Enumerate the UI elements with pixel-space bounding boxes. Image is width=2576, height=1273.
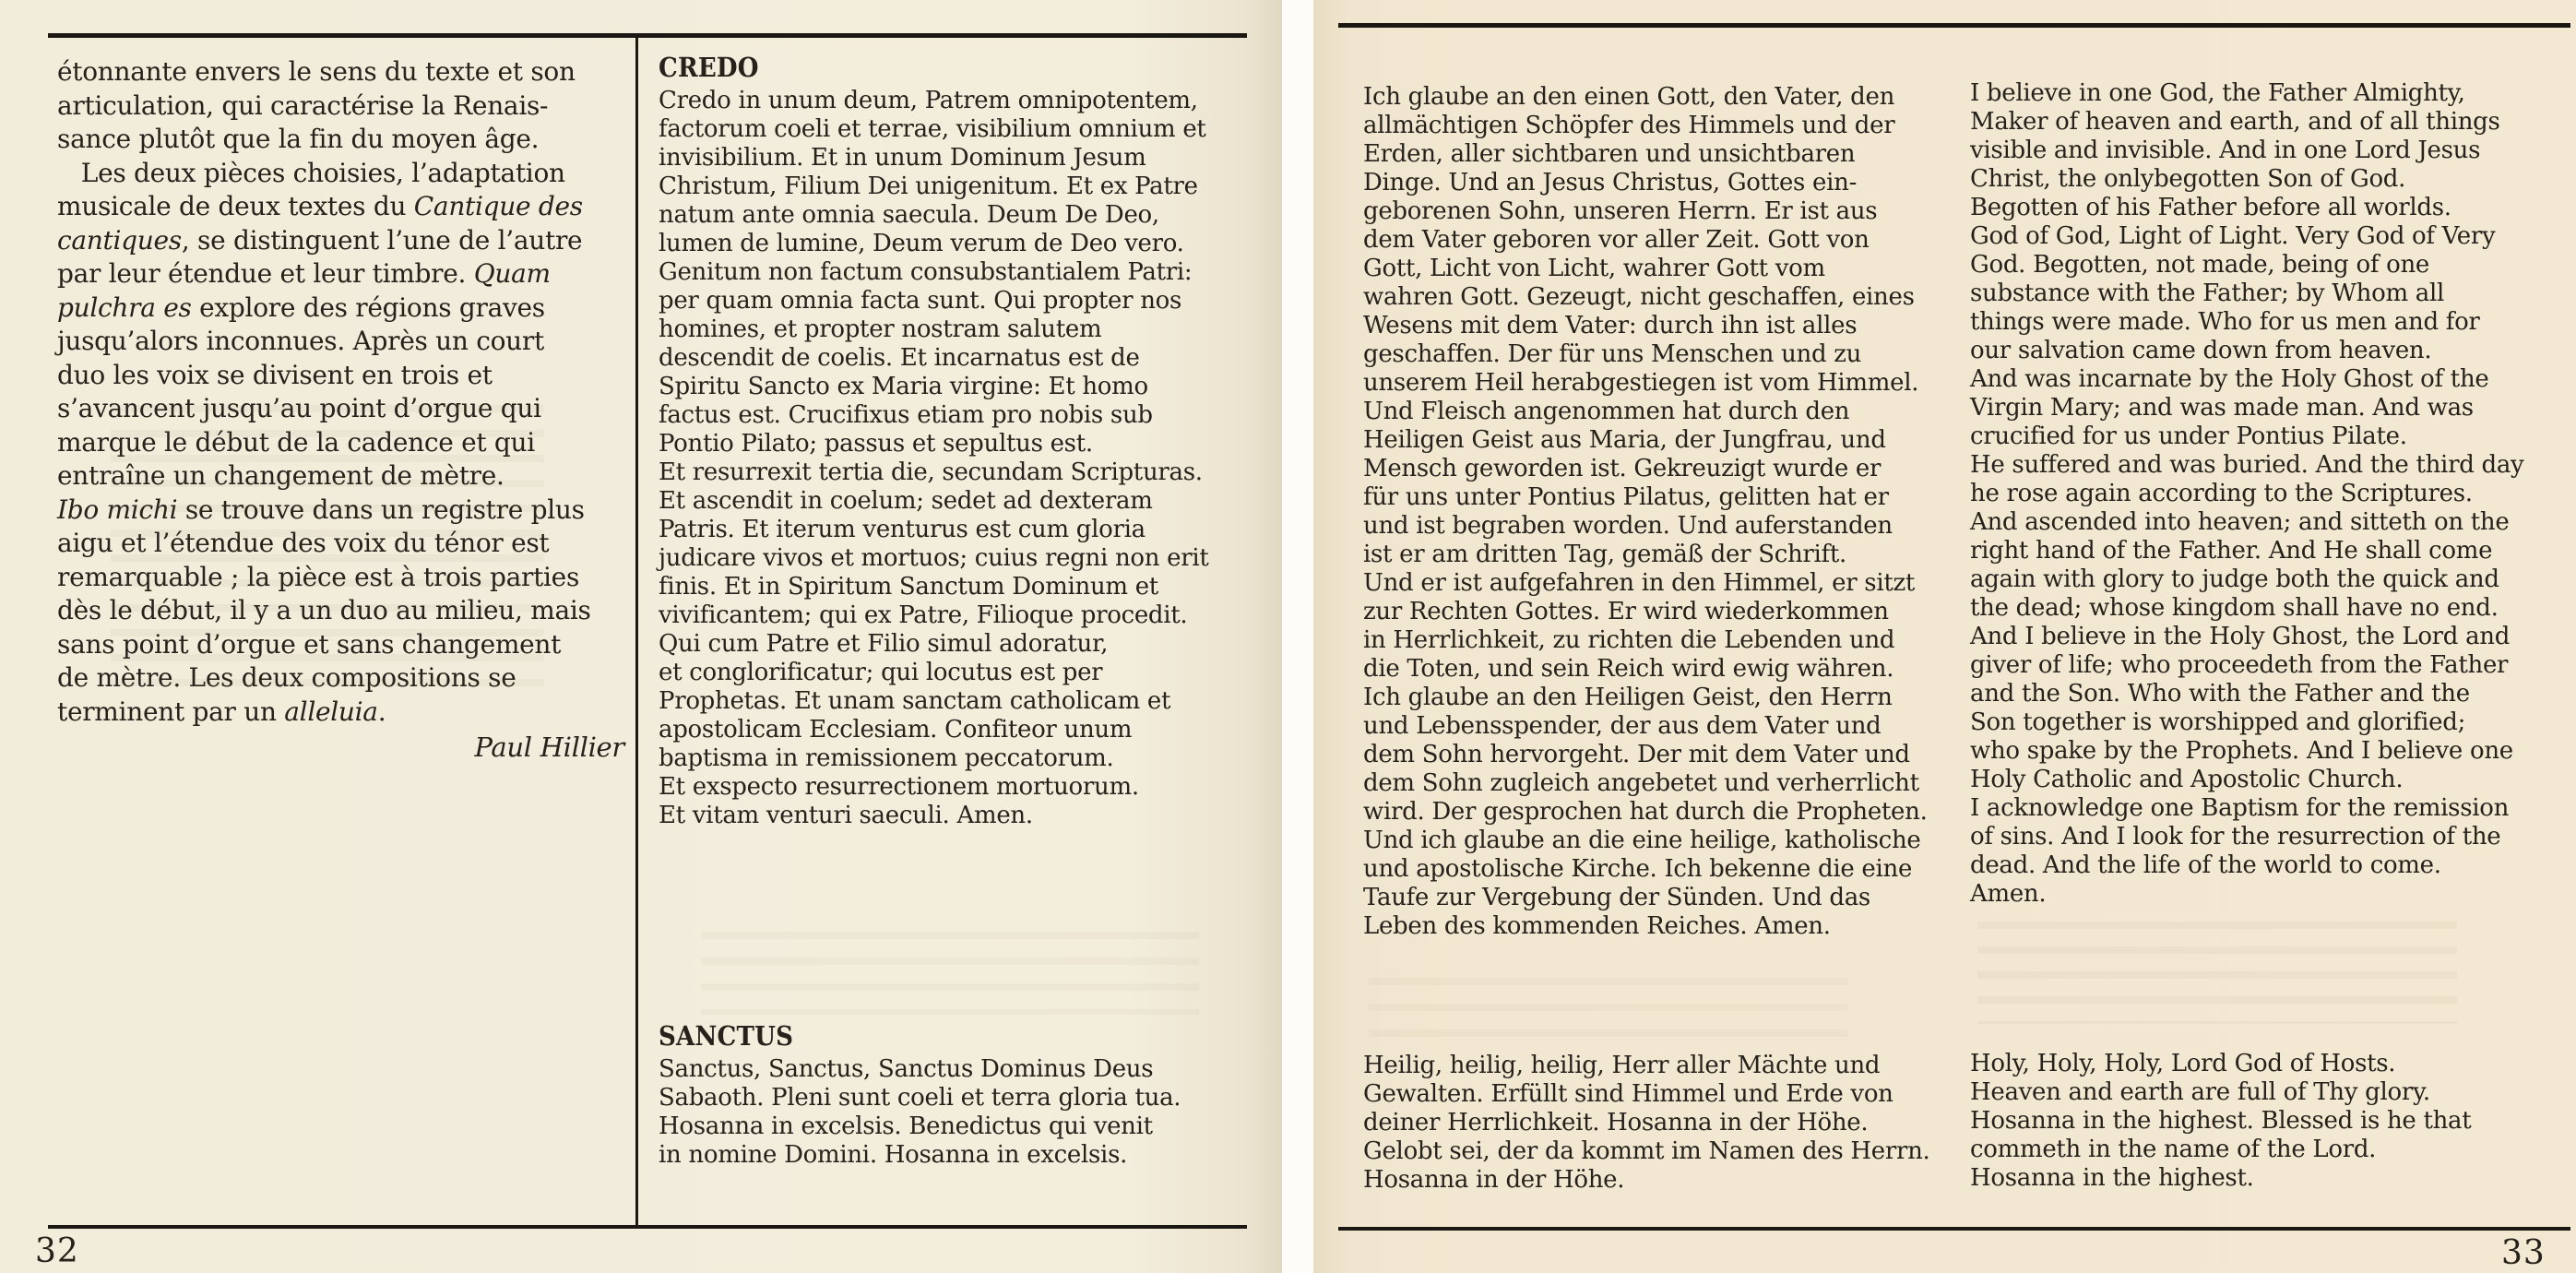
latin-sanctus-section xyxy=(659,1020,1258,1170)
text-line: Les deux pièces choisies, l’adaptation xyxy=(57,157,565,188)
text-line: dem Vater geboren vor aller Zeit. Gott von xyxy=(1363,226,1870,254)
text-line: lumen de lumine, Deum verum de Deo vero. xyxy=(659,230,1184,257)
text-line: pulchra es explore des régions graves xyxy=(57,291,545,323)
text-line: right hand of the Father. And He shall come xyxy=(1970,537,2493,565)
text-line: factus est. Crucifixus etiam pro nobis sub xyxy=(659,401,1153,429)
column-divider-rule xyxy=(635,33,638,1229)
text-line: Gott, Licht von Licht, wahrer Gott vom xyxy=(1363,255,1825,282)
text-line: dem Sohn zugleich angebetet und verherrlicht xyxy=(1363,769,1919,797)
text-line: in Herrlichkeit, zu richten die Lebenden und xyxy=(1363,626,1895,654)
text-line: und ist begraben worden. Und auferstanden xyxy=(1363,512,1893,540)
text-line: Christ, the onlybegotten Son of God. xyxy=(1970,165,2406,193)
german-sanctus-section xyxy=(1363,1052,1967,1195)
text-line: Heaven and earth are full of Thy glory. xyxy=(1970,1078,2430,1106)
text-line: apostolicam Ecclesiam. Confiteor unum xyxy=(659,716,1133,744)
text-line: Et ascendit in coelum; sedet ad dexteram xyxy=(659,487,1153,515)
text-line: Erden, aller sichtbaren und unsichtbaren xyxy=(1363,140,1856,168)
text-line: et conglorificatur; qui locutus est per xyxy=(659,659,1103,686)
text-line: Et vitam venturi saeculi. Amen. xyxy=(659,802,1033,829)
text-line: things were made. Who for us men and for xyxy=(1970,308,2480,336)
text-line: And I believe in the Holy Ghost, the Lord and xyxy=(1970,623,2511,650)
text-line: Maker of heaven and earth, and of all things xyxy=(1970,108,2500,136)
text-line: wahren Gott. Gezeugt, nicht geschaffen, eines xyxy=(1363,283,1915,311)
text-line: Son together is worshipped and glorified; xyxy=(1970,708,2466,736)
text-line: Et exspecto resurrectionem mortuorum. xyxy=(659,773,1139,801)
text-line: Paul Hillier xyxy=(474,732,624,763)
text-line: per quam omnia facta sunt. Qui propter nos xyxy=(659,287,1182,315)
text-line: wird. Der gesprochen hat durch die Propheten. xyxy=(1363,798,1928,826)
text-line: who spake by the Prophets. And I believe one xyxy=(1970,737,2513,765)
text-line: natum ante omnia saecula. Deum De Deo, xyxy=(659,201,1159,229)
text-line: dem Sohn hervorgeht. Der mit dem Vater und xyxy=(1363,741,1910,768)
text-line: und Lebensspender, der aus dem Vater und xyxy=(1363,712,1882,740)
text-line: and the Son. Who with the Father and the xyxy=(1970,680,2470,708)
text-line: Und er ist aufgefahren in den Himmel, er sitzt xyxy=(1363,569,1916,597)
text-line: geborenen Sohn, unseren Herrn. Er ist aus xyxy=(1363,197,1878,225)
text-line: Amen. xyxy=(1970,880,2047,908)
show-through-texture xyxy=(1369,959,1848,1042)
text-line: Hosanna in the highest. xyxy=(1970,1164,2254,1192)
top-rule-left-page xyxy=(48,33,1247,38)
text-line: Prophetas. Et unam sanctam catholicam et xyxy=(659,687,1171,715)
text-line: Heiligen Geist aus Maria, der Jungfrau, und xyxy=(1363,426,1886,454)
text-line: commeth in the name of the Lord. xyxy=(1970,1136,2377,1163)
text-line: baptisma in remissionem peccatorum. xyxy=(659,744,1114,772)
text-line: again with glory to judge both the quick and xyxy=(1970,565,2499,593)
text-line: of sins. And I look for the resurrection of the xyxy=(1970,823,2501,851)
text-line: aigu et l’étendue des voix du ténor est xyxy=(57,528,550,558)
text-line: s’avancent jusqu’au point d’orgue qui xyxy=(57,393,541,423)
text-line: musicale de deux textes du Cantique des xyxy=(57,191,583,221)
french-essay-column xyxy=(57,55,629,729)
english-credo-section xyxy=(1970,79,2570,909)
text-line: Holy Catholic and Apostolic Church. xyxy=(1970,766,2404,793)
text-line: geschaffen. Der für uns Menschen und zu xyxy=(1363,340,1862,368)
text-line: I believe in one God, the Father Almighty, xyxy=(1970,79,2465,107)
text-line: Ich glaube an den Heiligen Geist, den Herrn xyxy=(1363,684,1893,711)
text-line: par leur étendue et leur timbre. Quam xyxy=(57,258,551,289)
text-line: finis. Et in Spiritum Sanctum Dominum et xyxy=(659,573,1158,601)
text-line: und apostolische Kirche. Ich bekenne die eine xyxy=(1363,855,1913,883)
bottom-rule-right-page xyxy=(1338,1227,2570,1231)
german-credo-section xyxy=(1363,83,1967,941)
text-line: vivificantem; qui ex Patre, Filioque procedit. xyxy=(659,601,1188,629)
text-line: Sabaoth. Pleni sunt coeli et terra gloria tua. xyxy=(659,1084,1181,1112)
text-line: entraîne un changement de mètre. xyxy=(57,460,505,491)
text-line: Und ich glaube an die eine heilige, katholische xyxy=(1363,827,1921,854)
show-through-texture xyxy=(1977,904,2457,1024)
text-line: dès le début, il y a un duo au milieu, mais xyxy=(57,595,591,625)
text-line: Und Fleisch angenommen hat durch den xyxy=(1363,398,1850,425)
page-number-right: 33 xyxy=(2501,1234,2546,1272)
page-32 xyxy=(0,0,1282,1273)
latin-credo-section xyxy=(659,52,1258,830)
text-line: cantiques, se distinguent l’une de l’autre xyxy=(57,224,583,256)
text-line: Gelobt sei, der da kommt im Namen des Herrn. xyxy=(1363,1137,1930,1165)
text-line: judicare vivos et mortuos; cuius regni non erit xyxy=(659,544,1209,572)
text-line: giver of life; who proceedeth from the Father xyxy=(1970,651,2509,679)
text-line: dead. And the life of the world to come. xyxy=(1970,851,2441,879)
text-line: terminent par un alleluia. xyxy=(57,696,386,727)
text-line: jusqu’alors inconnues. Après un court xyxy=(57,326,544,356)
text-line: Hosanna in the highest. Blessed is he that xyxy=(1970,1107,2472,1135)
text-line: Hosanna in der Höhe. xyxy=(1363,1166,1625,1194)
text-line: sans point d’orgue et sans changement xyxy=(57,628,562,660)
text-line: Heilig, heilig, heilig, Herr aller Mächte und xyxy=(1363,1052,1881,1079)
text-line: die Toten, und sein Reich wird ewig währen. xyxy=(1363,655,1894,683)
text-line: Pontio Pilato; passus et sepultus est. xyxy=(659,430,1093,458)
text-line: He suffered and was buried. And the third day xyxy=(1970,451,2524,479)
text-line: Taufe zur Vergebung der Sünden. Und das xyxy=(1363,884,1870,911)
bottom-rule-left-page xyxy=(48,1225,1247,1229)
text-line: Begotten of his Father before all worlds. xyxy=(1970,194,2451,221)
author-signature xyxy=(57,731,624,765)
text-line: Mensch geworden ist. Gekreuzigt wurde er xyxy=(1363,455,1882,482)
text-line: duo les voix se divisent en trois et xyxy=(57,359,493,390)
text-line: Sanctus, Sanctus, Sanctus Dominus Deus xyxy=(659,1055,1154,1083)
text-line: Holy, Holy, Holy, Lord God of Hosts. xyxy=(1970,1050,2396,1077)
text-line: God. Begotten, not made, being of one xyxy=(1970,251,2429,279)
text-line: unserem Heil herabgestiegen ist vom Himmel. xyxy=(1363,369,1919,397)
page-33 xyxy=(1313,0,2576,1273)
text-line: Dinge. Und an Jesus Christus, Gottes ein- xyxy=(1363,169,1858,196)
text-line: Leben des kommenden Reiches. Amen. xyxy=(1363,912,1831,940)
text-line: Genitum non factum consubstantialem Patri: xyxy=(659,258,1193,286)
text-line: Qui cum Patre et Filio simul adoratur, xyxy=(659,630,1109,658)
text-line: étonnante envers le sens du texte et son xyxy=(57,56,576,87)
text-line: Ich glaube an den einen Gott, den Vater, den xyxy=(1363,83,1895,111)
text-line: Credo in unum deum, Patrem omnipotentem, xyxy=(659,87,1198,114)
text-line: Spiritu Sancto ex Maria virgine: Et homo xyxy=(659,373,1148,400)
text-line: Virgin Mary; and was made man. And was xyxy=(1970,394,2474,422)
text-line: in nomine Domini. Hosanna in excelsis. xyxy=(659,1141,1128,1169)
section-heading: CREDO xyxy=(659,52,759,83)
text-line: Ibo michi se trouve dans un registre plus xyxy=(57,494,585,525)
text-line: zur Rechten Gottes. Er wird wiederkommen xyxy=(1363,598,1889,625)
text-line: articulation, qui caractérise la Renais- xyxy=(57,89,549,121)
text-line: visible and invisible. And in one Lord Jesus xyxy=(1970,137,2481,164)
text-line: crucified for us under Pontius Pilate. xyxy=(1970,422,2407,450)
page-number-left: 32 xyxy=(35,1232,79,1270)
section-heading: SANCTUS xyxy=(659,1020,794,1052)
text-line: factorum coeli et terrae, visibilium omnium et xyxy=(659,115,1206,143)
text-line: Hosanna in excelsis. Benedictus qui venit xyxy=(659,1112,1153,1140)
text-line: Wesens mit dem Vater: durch ihn ist alles xyxy=(1363,312,1858,339)
text-line: Patris. Et iterum venturus est cum gloria xyxy=(659,516,1146,543)
text-line: remarquable ; la pièce est à trois parties xyxy=(57,561,580,592)
text-line: für uns unter Pontius Pilatus, gelitten hat er xyxy=(1363,483,1889,511)
text-line: substance with the Father; by Whom all xyxy=(1970,280,2445,307)
text-line: God of God, Light of Light. Very God of Very xyxy=(1970,222,2496,250)
text-line: descendit de coelis. Et incarnatus est de xyxy=(659,344,1140,372)
text-line: Gewalten. Erfüllt sind Himmel und Erde von xyxy=(1363,1080,1893,1108)
top-rule-right-page xyxy=(1338,23,2570,28)
text-line: he rose again according to the Scriptures. xyxy=(1970,480,2473,507)
text-line: deiner Herrlichkeit. Hosanna in der Höhe. xyxy=(1363,1109,1869,1136)
text-line: allmächtigen Schöpfer des Himmels und der xyxy=(1363,112,1895,139)
english-sanctus-section xyxy=(1970,1050,2570,1193)
show-through-texture xyxy=(701,913,1199,1015)
text-line: And was incarnate by the Holy Ghost of the xyxy=(1970,365,2489,393)
text-line: ist er am dritten Tag, gemäß der Schrift. xyxy=(1363,541,1846,568)
text-line: Et resurrexit tertia die, secundam Scripturas. xyxy=(659,458,1203,486)
text-line: invisibilium. Et in unum Dominum Jesum xyxy=(659,144,1146,172)
text-line: I acknowledge one Baptism for the remission xyxy=(1970,794,2510,822)
text-line: the dead; whose kingdom shall have no end. xyxy=(1970,594,2499,622)
text-line: sance plutôt que la fin du moyen âge. xyxy=(57,124,540,154)
text-line: And ascended into heaven; and sitteth on the xyxy=(1970,508,2510,536)
text-line: Christum, Filium Dei unigenitum. Et ex Patre xyxy=(659,173,1198,200)
text-line: de mètre. Les deux compositions se xyxy=(57,662,516,693)
text-line: homines, et propter nostram salutem xyxy=(659,315,1102,343)
text-line: marque le début de la cadence et qui xyxy=(57,426,535,458)
text-line: our salvation came down from heaven. xyxy=(1970,337,2432,364)
